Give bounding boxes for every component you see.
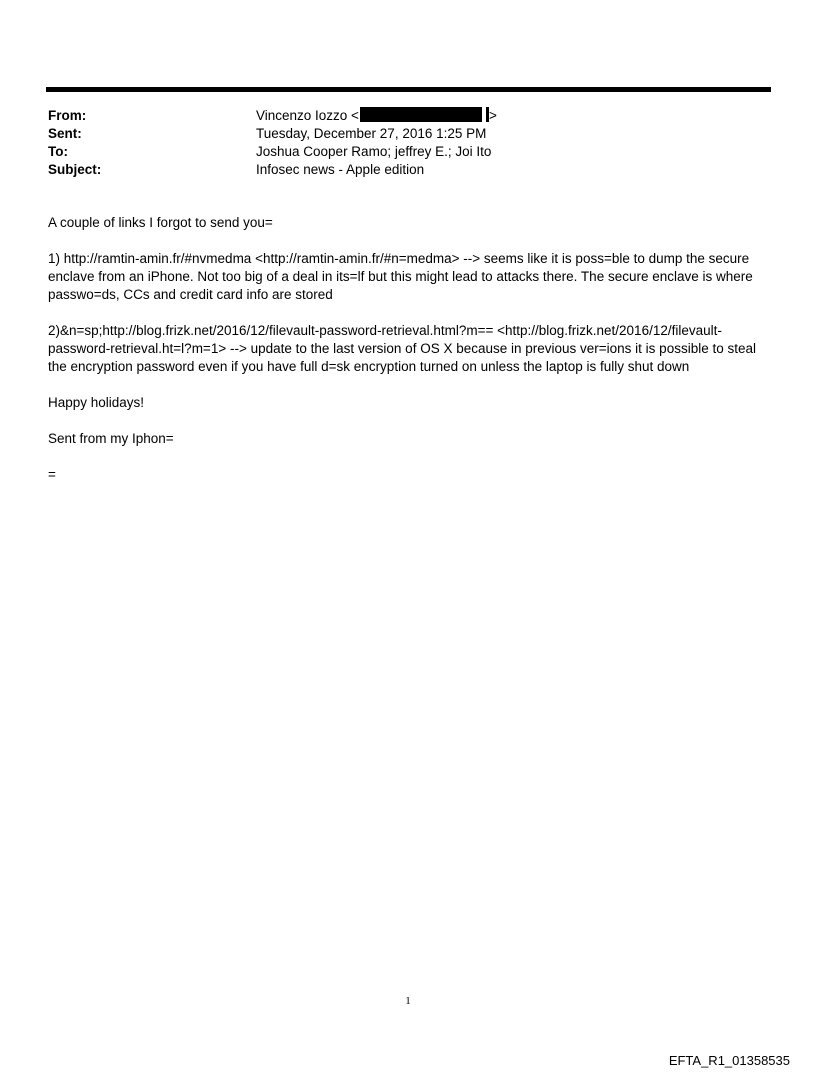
subject-row [48,161,768,179]
from-name: Vincenzo Iozzo < [256,108,359,123]
from-value [256,107,497,125]
subject-value: Infosec news - Apple edition [256,162,425,177]
from-label: From: [48,108,87,123]
email-header [48,107,768,179]
header-divider [46,87,771,92]
page-number: 1 [405,995,411,1007]
body-trailer: = [48,467,56,482]
sent-value: Tuesday, December 27, 2016 1:25 PM [256,126,487,141]
subject-label: Subject: [48,162,102,177]
bates-number: EFTA_R1_01358535 [668,1053,790,1068]
from-suffix: > [488,108,497,123]
email-body [48,214,770,502]
body-intro: A couple of links I forgot to send you= [48,215,273,230]
to-label: To: [48,144,68,159]
to-value: Joshua Cooper Ramo; jeffrey E.; Joi Ito [256,144,492,159]
sent-label: Sent: [48,126,82,141]
body-paragraph-1: 1) http://ramtin-amin.fr/#nvmedma <http://ramtin-amin.fr/#n=medma> --> seems like it is poss=ble to dump the secure enclave from an iPhone. Not too big of a deal in its=lf but this might lead to attacks there. The secure enclave is where passwo=ds, CCs and credit card info are stored [48,251,753,302]
sent-row [48,125,768,143]
redaction-block [360,107,482,122]
body-paragraph-2: 2)&n=sp;http://blog.frizk.net/2016/12/filevault-password-retrieval.html?m== <http://blog.frizk.net/2016/12/filevault-password-retrieval.ht=l?m=1> --> update to the last version of OS X because in previous ver=ions it is possible to steal the encryption password even if you have full d=sk encryption turned on unless the laptop is fully shut down [48,323,756,374]
body-closing: Happy holidays! [48,395,145,410]
to-row [48,143,768,161]
body-signature: Sent from my Iphon= [48,431,174,446]
from-row [48,107,768,125]
